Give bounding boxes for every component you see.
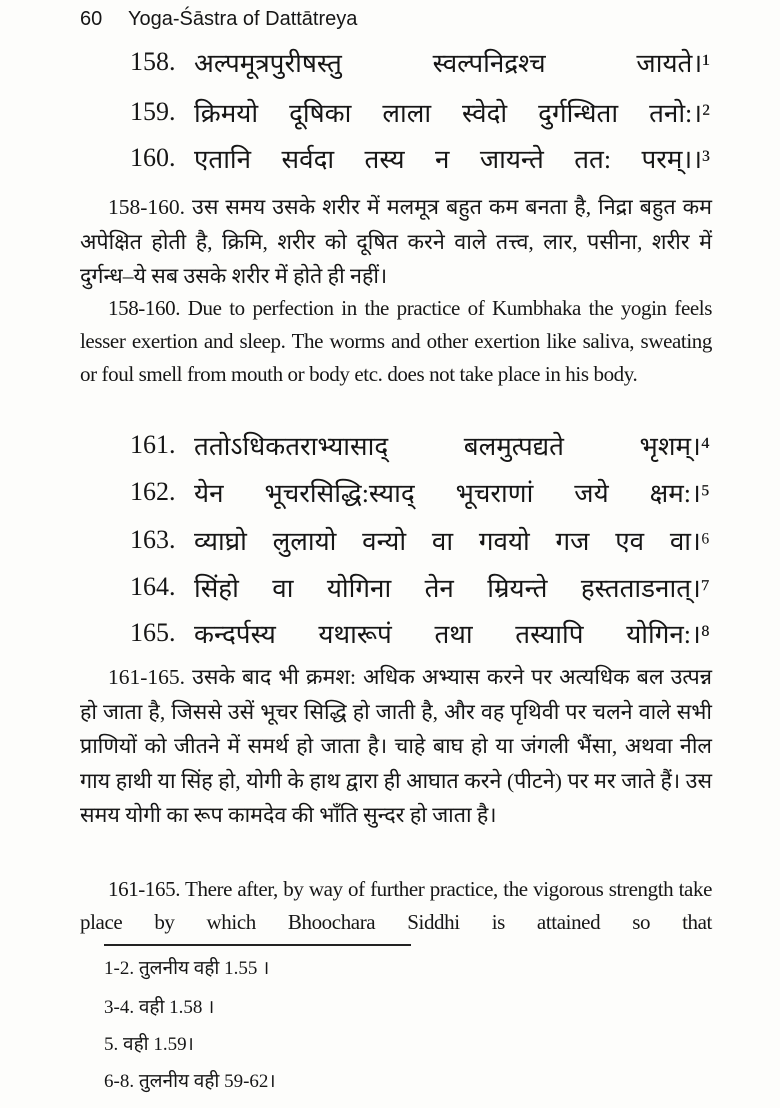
verse-number: 165. — [130, 618, 176, 647]
verse-word: वा — [272, 574, 294, 603]
verse-word: अल्पमूत्रपुरीषस्तु — [194, 49, 342, 78]
verse-word: तथा — [434, 620, 473, 649]
verse-number: 164. — [130, 572, 176, 601]
verse-text — [194, 44, 710, 80]
verse-text — [194, 140, 710, 176]
verse-163 — [130, 520, 710, 560]
verse-word: तस्यापि — [515, 620, 584, 649]
verse-number: 162. — [130, 477, 176, 506]
verse-159 — [130, 92, 710, 132]
verse-word: योगिन:।⁸ — [626, 620, 710, 649]
footnote: 3-4. वही 1.58 । — [104, 997, 215, 1018]
verse-word: कन्दर्पस्य — [194, 620, 276, 649]
verse-word: येन — [194, 479, 224, 508]
verse-word: योगिना — [326, 574, 392, 603]
page-number: 60 — [80, 8, 103, 30]
verse-number: 158. — [130, 47, 176, 76]
verse-word: दूषिका — [289, 99, 352, 128]
verse-word: भूचराणां — [455, 479, 534, 508]
verse-word: व्याघ्रो — [194, 527, 247, 556]
footnote: 6-8. तुलनीय वही 59-62। — [104, 1071, 276, 1092]
verse-word: सिंहो — [194, 574, 239, 603]
footnote: 5. वही 1.59। — [104, 1034, 194, 1055]
verse-word: न — [434, 145, 450, 174]
verse-text — [194, 94, 710, 130]
verse-word: तेन — [424, 574, 454, 603]
verse-word: तनो:।² — [649, 99, 710, 128]
english-translation-158-160: 158-160. Due to perfection in the practice of Kumbhaka the yogin feels lesser exertion and sleep. The worms and other exertion like saliva, sweating or foul smell from mouth or body etc. does not take place in his body. — [80, 296, 712, 386]
verse-160 — [130, 138, 710, 178]
verse-word: गवयो — [478, 527, 530, 556]
verse-word: तस्य — [364, 145, 405, 174]
verse-word: क्रिमयो — [194, 99, 259, 128]
verse-word: भृशम्।⁴ — [639, 432, 710, 461]
verse-word: भूचरसिद्धि:स्याद् — [264, 479, 415, 508]
verse-word: दुर्गन्धिता — [538, 99, 619, 128]
verse-word: जायन्ते — [479, 145, 544, 174]
verse-161 — [130, 425, 710, 465]
verse-word: वा।⁶ — [669, 527, 710, 556]
verse-text — [194, 474, 710, 510]
verse-word: स्वेदो — [462, 99, 508, 128]
book-title: Yoga-Śāstra of Dattātreya — [128, 8, 358, 30]
verse-word: तत: — [574, 145, 612, 174]
verse-word: एव — [615, 527, 645, 556]
verse-162 — [130, 472, 710, 512]
verse-word: म्रियन्ते — [487, 574, 548, 603]
verse-number: 163. — [130, 525, 176, 554]
verse-text — [194, 427, 710, 463]
verse-word: लुलायो — [272, 527, 337, 556]
verse-word: बलमुत्पद्यते — [463, 432, 564, 461]
verse-164 — [130, 567, 710, 607]
verse-number: 161. — [130, 430, 176, 459]
hindi-commentary-158-160: 158-160. उस समय उसके शरीर में मलमूत्र बहुत कम बनता है, निद्रा बहुत कम अपेक्षित होती है, क्रिमि, शरीर को दूषित करने वाले तत्त्व, लार, पसीना, शरीर में दुर्गन्ध–ये सब उसके शरीर में होते ही नहीं। — [80, 195, 712, 288]
verse-word: हस्तताडनात्।⁷ — [580, 574, 710, 603]
verse-word: जये — [574, 479, 609, 508]
verse-word: लाला — [382, 99, 432, 128]
footnote-divider — [104, 944, 411, 946]
verse-158 — [130, 42, 710, 82]
verse-word: ततोऽधिकतराभ्यासाद् — [194, 432, 389, 461]
verse-number: 159. — [130, 97, 176, 126]
verse-text — [194, 522, 710, 558]
footnote: 1-2. तुलनीय वही 1.55 । — [104, 958, 270, 979]
running-header — [80, 8, 357, 31]
verse-word: वन्यो — [362, 527, 407, 556]
verse-text — [194, 615, 710, 651]
verse-word: परम्।।³ — [641, 145, 710, 174]
verse-word: स्वल्पनिद्रश्च — [432, 49, 546, 78]
verse-word: गज — [555, 527, 590, 556]
verse-text — [194, 569, 710, 605]
verse-word: एतानि — [194, 145, 252, 174]
verse-word: क्षम:।⁵ — [649, 479, 710, 508]
verse-word: वा — [431, 527, 454, 556]
verse-word: जायते।¹ — [636, 49, 710, 78]
verse-number: 160. — [130, 143, 176, 172]
hindi-commentary-161-165: 161-165. उसके बाद भी क्रमश: अधिक अभ्यास करने पर अत्यधिक बल उत्पन्न हो जाता है, जिससे उसें भूचर सिद्धि हो जाती है, और वह पृथिवी पर चलने वाले सभी प्राणियों को जीतने में समर्थ हो जाता है। चाहे बाघ हो या जंगली भैंसा, अथवा नील गाय हाथी या सिंह हो, योगी के हाथ द्वारा ही आघात करने (पीटने) पर मर जाते हैं। उस समय योगी का रूप कामदेव की भाँति सुन्दर हो जाता है। — [80, 665, 712, 827]
verse-165 — [130, 613, 710, 653]
verse-word: यथारूपं — [318, 620, 392, 649]
english-translation-161-165: 161-165. There after, by way of further practice, the vigorous strength take place by which Bhoochara Siddhi is attained so that — [80, 877, 712, 934]
verse-word: सर्वदा — [281, 145, 335, 174]
